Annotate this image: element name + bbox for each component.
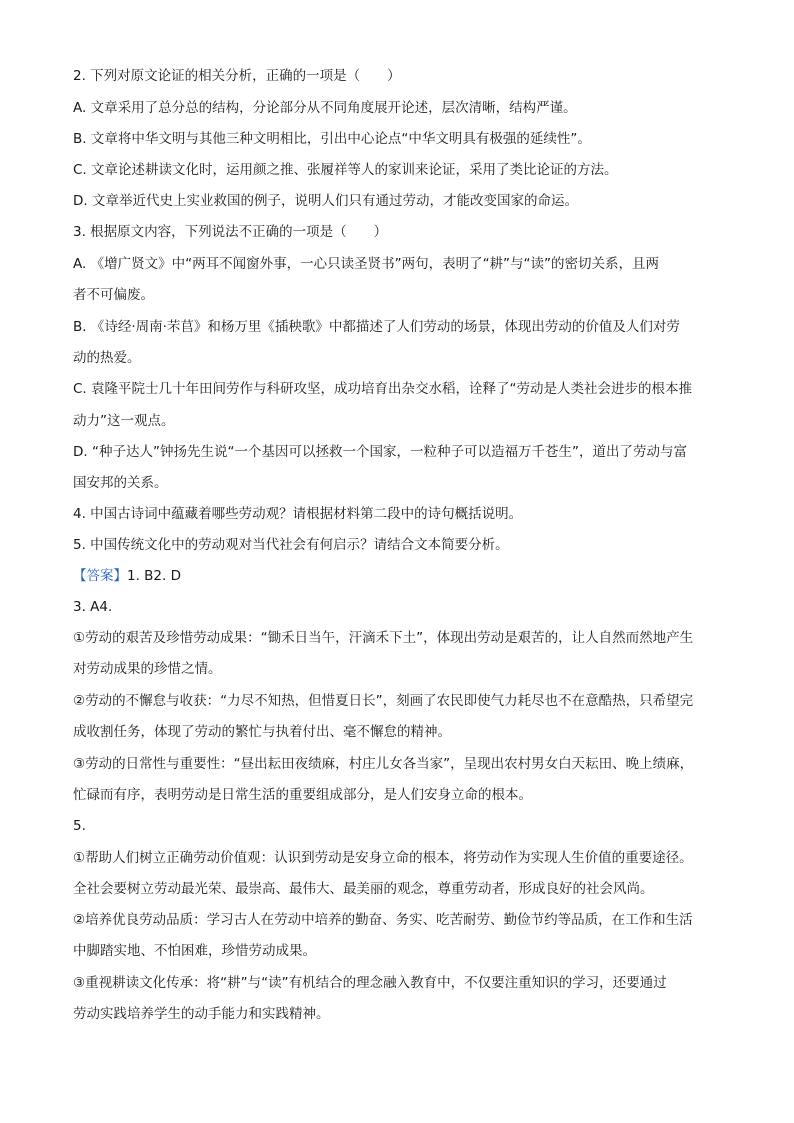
- question-5-stem: 5. 中国传统文化中的劳动观对当代社会有何启示？请结合文本简要分析。: [73, 537, 509, 553]
- answer-5-point-1-cont: 全社会要树立劳动最光荣、最崇高、最伟大、最美丽的观念，尊重劳动者，形成良好的社会风尚。: [73, 881, 654, 897]
- question-2-option-d: D. 文章举近代史上实业救国的例子，说明人们只有通过劳动，才能改变国家的命运。: [73, 193, 578, 209]
- answer-5-point-3: ③重视耕读文化传承：将“耕”与“读”有机结合的理念融入教育中，不仅要注重知识的学习，还要通过: [73, 975, 667, 991]
- answer-4-point-3-cont: 忙碌而有序，表明劳动是日常生活的重要组成部分，是人们安身立命的根本。: [73, 787, 532, 803]
- answer-header-line: [73, 566, 733, 586]
- question-4-stem: 4. 中国古诗词中蕴藏着哪些劳动观？请根据材料第二段中的诗句概括说明。: [73, 506, 523, 522]
- question-3-option-c: C. 袁隆平院士几十年田间劳作与科研攻坚，成功培育出杂交水稻，诠释了“劳动是人类社会进步的根本推: [73, 381, 693, 397]
- question-3-option-b-cont: 动的热爱。: [73, 350, 141, 366]
- answer-4-point-1: ①劳动的艰苦及珍惜劳动成果：“锄禾日当午，汗滴禾下土”，体现出劳动是艰苦的，让人自然而然地产生: [73, 630, 694, 646]
- question-2-option-a: A. 文章采用了总分总的结构，分论部分从不同角度展开论述，层次清晰，结构严谨。: [73, 100, 577, 116]
- answer-4-point-3: ③劳动的日常性与重要性：“昼出耘田夜绩麻，村庄儿女各当家”，呈现出农村男女白天耘田、晚上绩麻，: [73, 756, 694, 772]
- answer-4-point-2-cont: 成收割任务，体现了劳动的繁忙与执着付出、毫不懈怠的精神。: [73, 724, 451, 740]
- answer-5-point-2: ②培养优良劳动品质：学习古人在劳动中培养的勤奋、务实、吃苦耐劳、勤俭节约等品质，在工作和生活: [73, 912, 693, 928]
- answer-1-2: 1. B2. D: [127, 568, 181, 584]
- answer-4-point-1-cont: 对劳动成果的珍惜之情。: [73, 661, 222, 677]
- question-3-option-a-cont: 者不可偏废。: [73, 287, 154, 303]
- question-2-option-b: B. 文章将中华文明与其他三种文明相比，引出中心论点“中华文明具有极强的延续性”。: [73, 131, 591, 147]
- answer-5-point-2-cont: 中脚踏实地、不怕困难，珍惜劳动成果。: [73, 943, 316, 959]
- question-2-stem: 2. 下列对原文论证的相关分析，正确的一项是（ ）: [73, 68, 401, 84]
- question-3-option-b: B. 《诗经·周南·芣苢》和杨万里《插秧歌》中都描述了人们劳动的场景，体现出劳动的价值及人们对劳: [73, 319, 680, 335]
- answer-5-label: 5.: [73, 818, 86, 834]
- answer-3-4-label: 3. A4.: [73, 599, 113, 615]
- question-3-option-a: A. 《增广贤文》中“两耳不闻窗外事，一心只读圣贤书”两句，表明了“耕”与“读”的密切关系，且两: [73, 256, 660, 272]
- question-3-stem: 3. 根据原文内容，下列说法不正确的一项是（ ）: [73, 224, 388, 240]
- question-2-option-c: C. 文章论述耕读文化时，运用颜之推、张履祥等人的家训来论证，采用了类比论证的方法。: [73, 162, 618, 178]
- question-3-option-d: D. “种子达人”钟扬先生说“一个基因可以拯救一个国家，一粒种子可以造福万千苍生”，道出了劳动与富: [73, 444, 687, 460]
- question-3-option-d-cont: 国安邦的关系。: [73, 475, 168, 491]
- answer-5-point-1: ①帮助人们树立正确劳动价值观：认识到劳动是安身立命的根本，将劳动作为实现人生价值的重要途径。: [73, 850, 693, 866]
- question-3-option-c-cont: 动力”这一观点。: [73, 413, 175, 429]
- answer-tag: 【答案】: [73, 568, 127, 584]
- answer-4-point-2: ②劳动的不懈怠与收获：“力尽不知热，但惜夏日长”，刻画了农民即使气力耗尽也不在意酷热，只希望完: [73, 693, 694, 709]
- answer-5-point-3-cont: 劳动实践培养学生的动手能力和实践精神。: [73, 1006, 330, 1022]
